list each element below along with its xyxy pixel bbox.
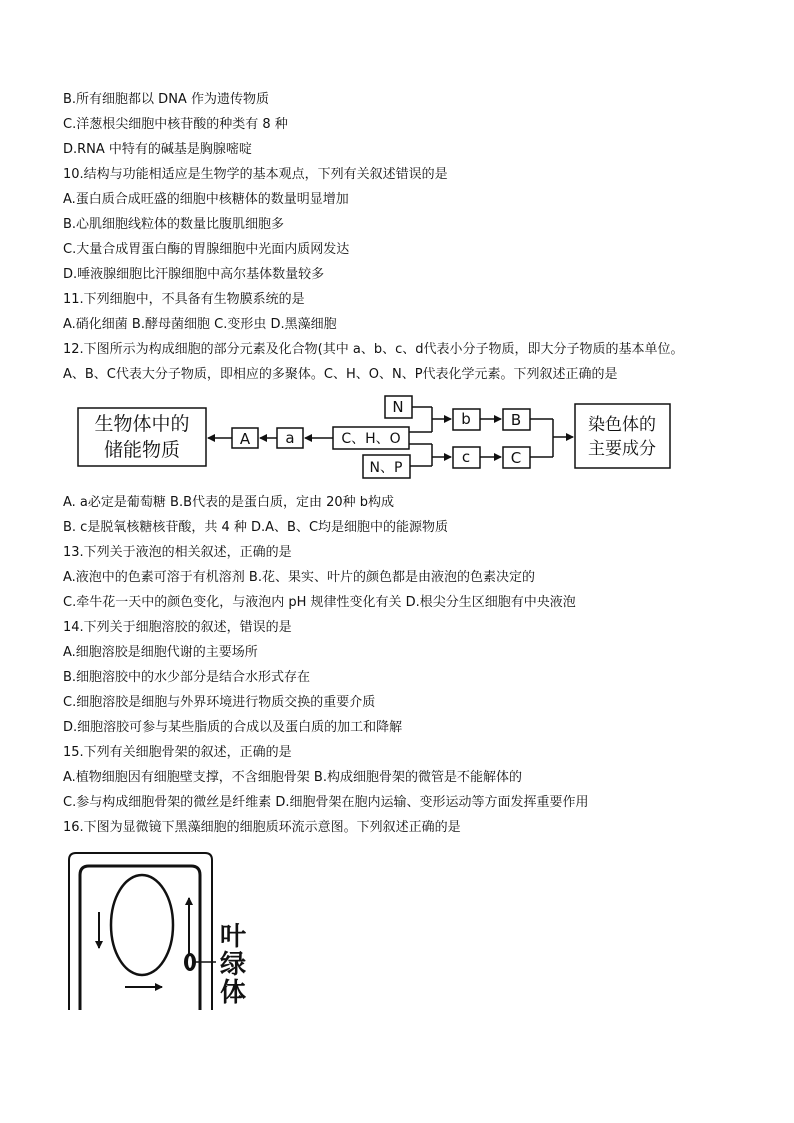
question-12-part1: 12.下图所示为构成细胞的部分元素及化合物(其中 a、b、c、d代表小分子物质，即大分子物质的基本单位。	[63, 342, 684, 357]
label-CHO: C、H、O	[341, 431, 401, 447]
options-13cd: C.牵牛花一天中的颜色变化，与液泡内 pH 规律性变化有关 D.根尖分生区细胞有中央液泡	[63, 595, 576, 610]
question-16: 16.下图为显微镜下黑藻细胞的细胞质环流示意图。下列叙述正确的是	[63, 820, 461, 835]
option-14a: A.细胞溶胶是细胞代谢的主要场所	[63, 645, 258, 660]
question-10: 10.结构与功能相适应是生物学的基本观点，下列有关叙述错误的是	[63, 167, 448, 182]
question-14: 14.下列关于细胞溶胶的叙述，错误的是	[63, 620, 292, 635]
option-10b: B.心肌细胞线粒体的数量比腹肌细胞多	[63, 217, 285, 232]
storage-label-1: 生物体中的	[94, 413, 190, 435]
label-C: C	[510, 449, 522, 467]
question-15: 15.下列有关细胞骨架的叙述，正确的是	[63, 745, 292, 760]
text-line-1: B.所有细胞都以 DNA 作为遗传物质	[63, 92, 269, 107]
text-line-2: C.洋葱根尖细胞中核苷酸的种类有 8 种	[63, 117, 288, 132]
options-13ab: A.液泡中的色素可溶于有机溶剂 B.花、果实、叶片的颜色都是由液泡的色素决定的	[63, 570, 535, 585]
label-N: N	[392, 398, 404, 416]
option-10c: C.大量合成胃蛋白酶的胃腺细胞中光面内质网发达	[63, 242, 350, 257]
option-10d: D.唾液腺细胞比汗腺细胞中高尔基体数量较多	[63, 267, 325, 282]
question-11: 11.下列细胞中，不具备有生物膜系统的是	[63, 292, 305, 307]
options-15ab: A.植物细胞因有细胞壁支撑，不含细胞骨架 B.构成细胞骨架的微管是不能解体的	[63, 770, 522, 785]
label-c: c	[461, 448, 471, 466]
chromosome-label-1: 染色体的	[588, 415, 656, 435]
option-14c: C.细胞溶胶是细胞与外界环境进行物质交换的重要介质	[63, 695, 376, 710]
option-14b: B.细胞溶胶中的水少部分是结合水形式存在	[63, 670, 311, 685]
option-10a: A.蛋白质合成旺盛的细胞中核糖体的数量明显增加	[63, 192, 349, 207]
label-a: a	[285, 429, 295, 447]
question-12-part2: A、B、C代表大分子物质，即相应的多聚体。C、H、O、N、P代表化学元素。下列叙述正确的是	[63, 367, 618, 382]
cell-streaming-diagram	[69, 853, 246, 1010]
chloroplast-label-2: 绿	[219, 950, 247, 980]
label-NP: N、P	[369, 460, 403, 476]
label-A: A	[239, 430, 251, 448]
chloroplast-label-3: 体	[219, 978, 247, 1008]
label-B: B	[510, 411, 522, 429]
option-14d: D.细胞溶胶可参与某些脂质的合成以及蛋白质的加工和降解	[63, 720, 403, 735]
option-12a-b: A. a必定是葡萄糖 B.B代表的是蛋白质，定由 20种 b构成	[63, 495, 395, 510]
options-11: A.硝化细菌 B.酵母菌细胞 C.变形虫 D.黑藻细胞	[63, 317, 337, 332]
option-12c-d: B. c是脱氧核糖核苷酸，共 4 种 D.A、B、C均是细胞中的能源物质	[63, 520, 449, 535]
text-line-3: D.RNA 中特有的碱基是胸腺嘧啶	[63, 142, 252, 157]
storage-label-2: 储能物质	[103, 439, 181, 461]
question-13: 13.下列关于液泡的相关叙述，正确的是	[63, 545, 292, 560]
options-15cd: C.参与构成细胞骨架的微丝是纤维素 D.细胞骨架在胞内运输、变形运动等方面发挥重要作用	[63, 795, 589, 810]
chloroplast-label-1: 叶	[219, 922, 247, 952]
label-b: b	[461, 410, 471, 428]
chromosome-label-2: 主要成分	[588, 439, 656, 459]
